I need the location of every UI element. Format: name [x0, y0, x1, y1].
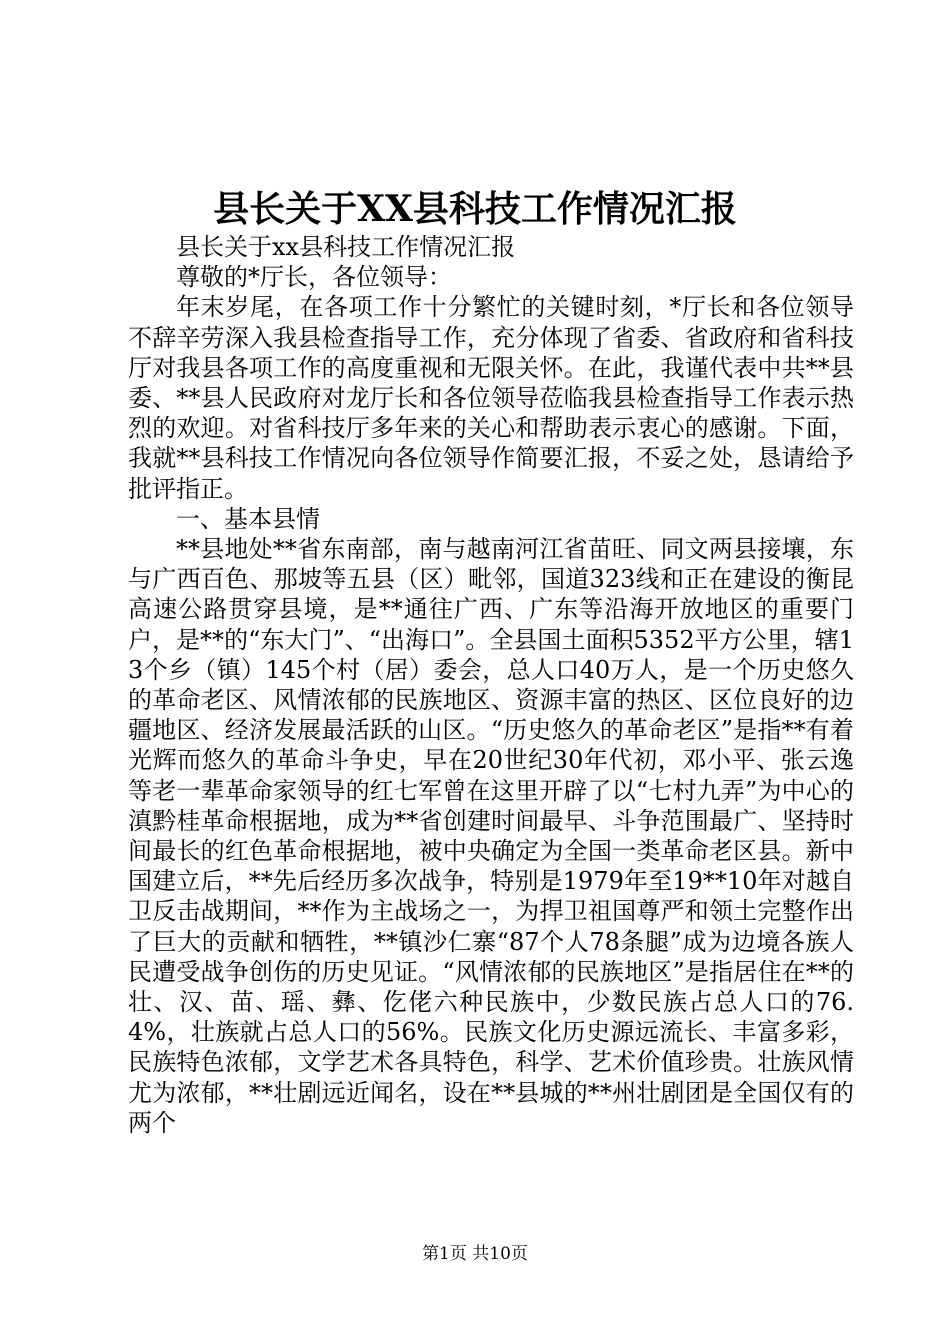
page-number-footer: 第1页 共10页 — [422, 1244, 528, 1264]
document-title: 县长关于XX县科技工作情况汇报 — [213, 188, 737, 230]
paragraph-salutation: 尊敬的*厅长，各位领导： — [176, 263, 452, 292]
paragraph-intro: 年末岁尾，在各项工作十分繁忙的关键时刻，*厅长和各位领导不辞辛劳深入我县检查指导工作，充分体现了省委、省政府和省科技厅对我县各项工作的高度重视和无限关怀。在此，我谨代表中共**县委、**县人民政府对龙厅长和各位领导莅临我县检查指导工作表示热烈的欢迎。对省科技厅多年来的关心和帮助表示衷心的感谢。下面，我就**县科技工作情况向各位领导作简要汇报，不妥之处，恳请给予批评指正。 — [128, 293, 854, 503]
section-heading: 一、基本县情 — [176, 504, 320, 533]
document-body — [128, 232, 854, 1138]
paragraph-county-overview: **县地处**省东南部，南与越南河江省苗旺、同文两县接壤，东与广西百色、那坡等五县（区）毗邻，国道323线和正在建设的衡昆高速公路贯穿县境，是**通往广西、广东等沿海开放地区的重要门户，是**的“东大门”、“出海口”。全县国土面积5352平方公里，辖13个乡（镇）145个村（居）委会，总人口40万人，是一个历史悠久的革命老区、风情浓郁的民族地区、资源丰富的热区、区位良好的边疆地区、经济发展最活跃的山区。“历史悠久的革命老区”是指**有着光辉而悠久的革命斗争史，早在20世纪30年代初，邓小平、张云逸等老一辈革命家领导的红七军曾在这里开辟了以“七村九弄”为中心的滇黔桂革命根据地，成为**省创建时间最早、斗争范围最广、坚持时间最长的红色革命根据地，被中央确定为全国一类革命老区县。新中国建立后，**先后经历多次战争，特别是1979年至19**10年对越自卫反击战期间，**作为主战场之一，为捍卫祖国尊严和领土完整作出了巨大的贡献和牺牲，**镇沙仁寨“87个人78条腿”成为边境各族人民遭受战争创伤的历史见证。“风情浓郁的民族地区”是指居住在**的壮、汉、苗、瑶、彝、仡佬六种民族中，少数民族占总人口的76.4%，壮族就占总人口的56%。民族文化历史源远流长、丰富多彩，民族特色浓郁，文学艺术各具特色，科学、艺术价值珍贵。壮族风情尤为浓郁，**壮剧远近闻名，设在**县城的**州壮剧团是全国仅有的两个 — [128, 535, 854, 1137]
paragraph-subtitle: 县长关于xx县科技工作情况汇报 — [176, 233, 516, 261]
